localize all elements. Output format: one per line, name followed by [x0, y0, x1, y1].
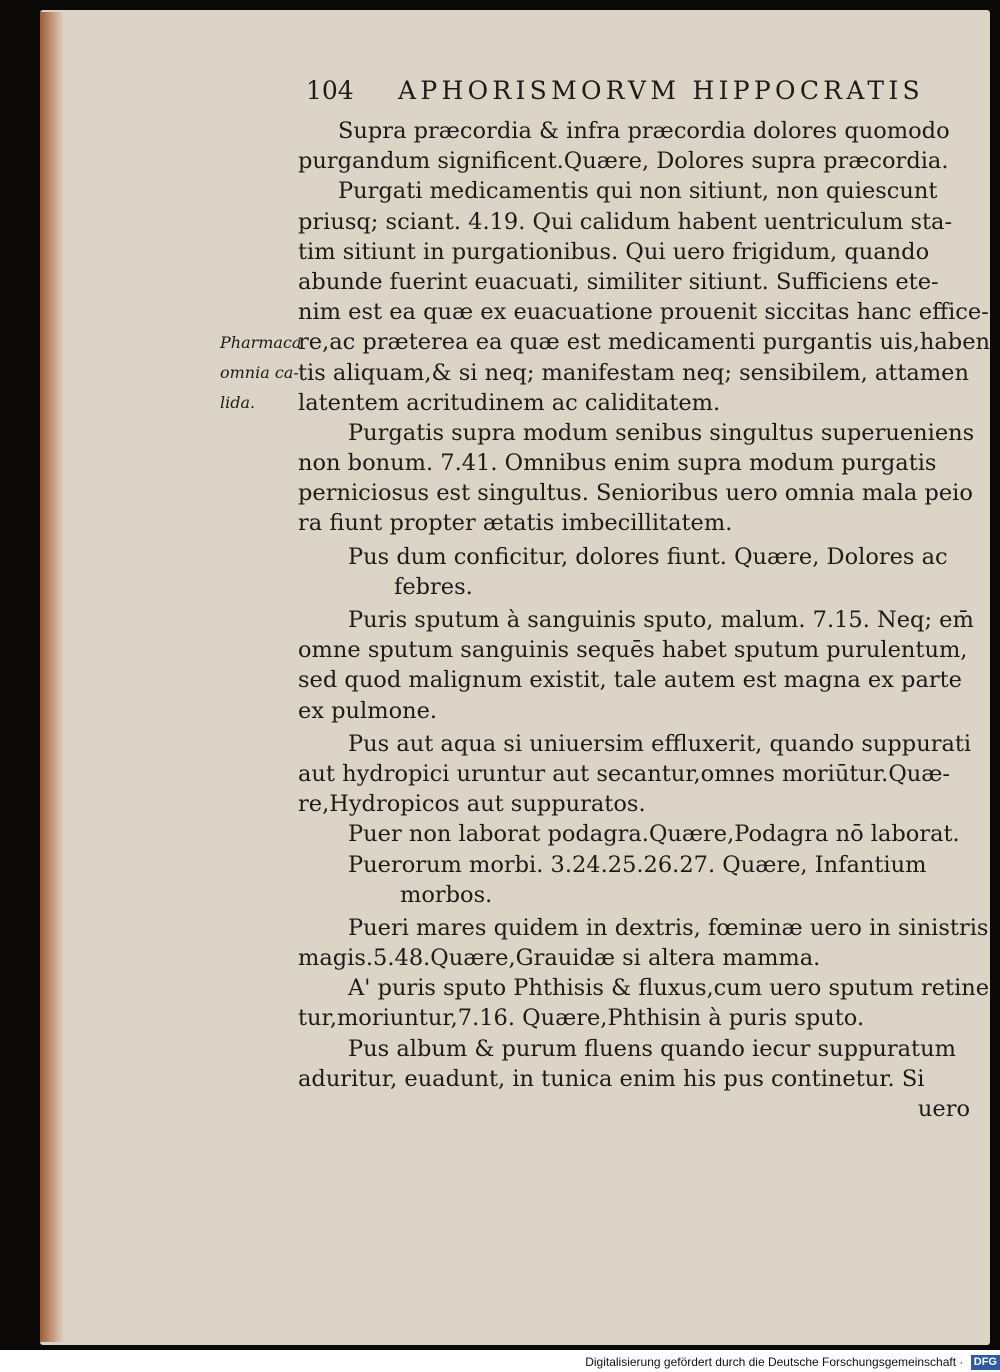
dfg-logo: DFG	[971, 1355, 1000, 1370]
credit-separator: ·	[959, 1355, 964, 1369]
text-line: Purgatis supra modum senibus singultus superueniens	[348, 419, 975, 446]
text-line: re,ac præterea ea quæ est medicamenti purgantis uis,haben	[298, 329, 991, 356]
page-number: 104	[306, 76, 354, 105]
text-line: Supra præcordia & infra præcordia dolores quomodo	[338, 118, 950, 144]
page-edge-binding	[40, 12, 64, 1342]
margin-note-line: omnia ca-	[220, 363, 299, 383]
text-line: perniciosus est singultus. Senioribus uero omnia mala peio	[298, 480, 973, 507]
credit-text: Digitalisierung gefördert durch die Deutsche Forschungsgemeinschaft	[585, 1355, 957, 1369]
text-line: ra fiunt propter ætatis imbecillitatem.	[298, 510, 733, 537]
margin-note	[220, 328, 300, 419]
catchword: uero	[917, 1096, 970, 1122]
text-line: purgandum significent.Quære, Dolores supra præcordia.	[298, 148, 949, 175]
text-line: latentem acritudinem ac caliditatem.	[298, 389, 721, 416]
text-line: Puris sputum à sanguinis sputo, malum. 7.15. Neq; em̄	[348, 607, 974, 633]
text-line: non bonum. 7.41. Omnibus enim supra modum purgatis	[298, 450, 937, 477]
margin-note-line: lida.	[220, 393, 256, 413]
text-line: abunde fuerint euacuati, similiter sitiunt. Sufficiens ete-	[298, 268, 939, 295]
text-line: aut hydropici uruntur aut secantur,omnes moriūtur.Quæ-	[298, 760, 951, 787]
text-line: Puer non laborat podagra.Quære,Podagra nō laborat.	[348, 821, 960, 848]
text-line: aduritur, euadunt, in tunica enim his pus continetur. Si	[298, 1065, 925, 1092]
text-line: Pus dum conficitur, dolores fiunt. Quære, Dolores ac	[348, 543, 948, 570]
text-line: febres.	[394, 573, 473, 600]
text-line: omne sputum sanguinis sequēs habet sputum purulentum,	[298, 637, 968, 664]
text-line: tur,moriuntur,7.16. Quære,Phthisin à puris sputo.	[298, 1005, 865, 1032]
text-line: nim est ea quæ ex euacuatione prouenit siccitas hanc effice-	[298, 299, 989, 326]
text-line: Purgati medicamentis qui non sitiunt, non quiescunt	[338, 178, 938, 205]
text-line: Puerorum morbi. 3.24.25.26.27. Quære, Infantium	[348, 851, 927, 878]
text-line: sed quod malignum existit, tale autem est magna ex parte	[298, 667, 962, 694]
text-line: magis.5.48.Quære,Grauidæ si altera mamma.	[298, 945, 821, 972]
text-line: re,Hydropicos aut suppuratos.	[298, 791, 646, 818]
body-text	[298, 116, 991, 1124]
text-line: morbos.	[400, 881, 493, 908]
text-line: ex pulmone.	[298, 697, 438, 724]
text-line: tim sitiunt in purgationibus. Qui uero frigidum, quando	[298, 238, 930, 265]
running-title: APHORISMORVM HIPPOCRATIS	[398, 76, 924, 105]
text-line: tis aliquam,& si neq; manifestam neq; sensibilem, attamen	[298, 359, 969, 386]
text-line: priusq; sciant. 4.19. Qui calidum habent uentriculum sta-	[298, 208, 953, 235]
text-line: Pueri mares quidem in dextris, fœminæ uero in sinistris	[348, 914, 989, 941]
text-line: A' puris sputo Phthisis & fluxus,cum uero sputum retine	[348, 975, 990, 1002]
text-line: Pus aut aqua si uniuersim effluxerit, quando suppurati	[348, 730, 972, 757]
digitization-credit	[585, 1352, 1000, 1372]
margin-note-line: Pharmaca	[220, 333, 302, 352]
text-line: Pus album & purum fluens quando iecur suppuratum	[348, 1035, 956, 1062]
